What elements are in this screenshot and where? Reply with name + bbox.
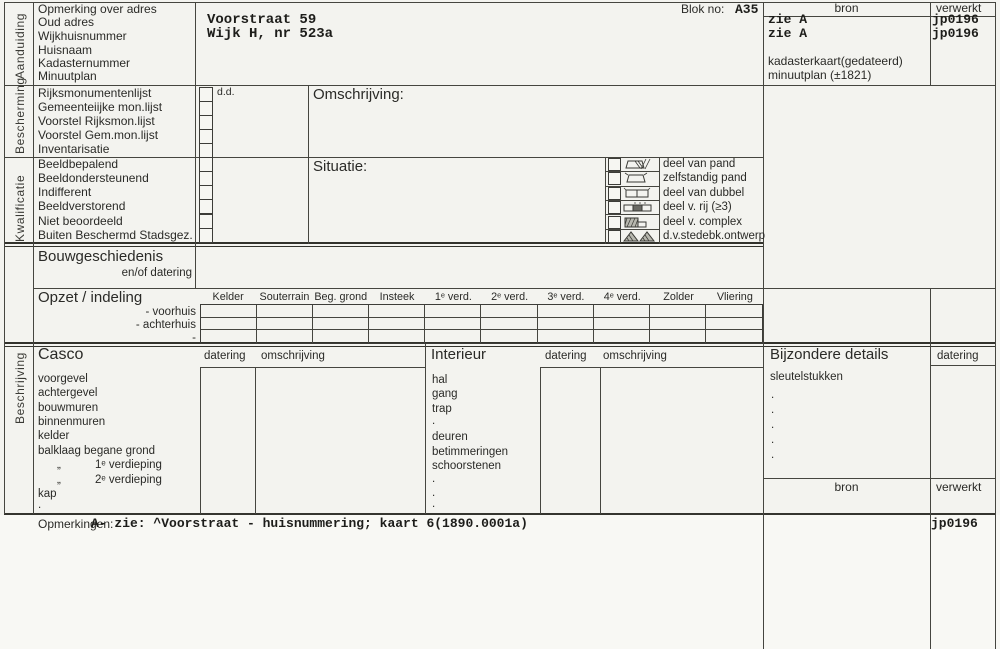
divider-line: [995, 2, 996, 649]
divider-line: [425, 344, 426, 514]
bescherming-item: Rijksmonumentenlijst: [38, 86, 152, 100]
interieur-row: deuren: [432, 431, 468, 443]
divider-line: [255, 367, 256, 514]
divider-line: [659, 157, 660, 244]
opzet-cell[interactable]: [706, 318, 762, 331]
interieur-omschrijving-header: omschrijving: [603, 350, 667, 362]
omschrijving-label: Omschrijving:: [313, 86, 404, 103]
opzet-cell[interactable]: [425, 330, 481, 343]
section-label-kwalificatie: Kwalificatie: [13, 174, 27, 242]
opzet-grid: [200, 304, 763, 344]
section-divider: [4, 242, 763, 247]
dd-label: d.d.: [217, 86, 235, 98]
opzet-cell[interactable]: [538, 305, 594, 318]
divider-line: [605, 157, 606, 244]
kwalificatie-item: Beeldondersteunend: [38, 171, 149, 185]
divider-line: [4, 513, 996, 515]
field-label: Wijkhuisnummer: [38, 29, 127, 43]
blank-lower-paper: [0, 515, 1000, 649]
oud-adres-value: Voorstraat 59: [207, 12, 317, 28]
opzet-col-header: Insteek: [379, 291, 415, 303]
field-label: Opmerking over adres: [38, 2, 157, 16]
bijzondere-row: sleutelstukken: [770, 371, 843, 383]
bron-cell: zie A: [768, 12, 808, 27]
field-label: Oud adres: [38, 15, 95, 29]
opzet-col-header: Beg. grond: [314, 291, 368, 303]
casco-title: Casco: [38, 346, 84, 363]
opzet-cell[interactable]: [369, 305, 425, 318]
bijzondere-row: .: [771, 419, 775, 431]
kwalificatie-checkbox-4[interactable]: [199, 214, 213, 229]
bescherming-item: Inventarisatie: [38, 142, 110, 156]
kwalificatie-item: Indifferent: [38, 185, 92, 199]
opzet-cell[interactable]: [201, 330, 257, 343]
wijkhuisnummer-value: Wijk H, nr 523a: [207, 26, 334, 42]
bron-column-header: bron: [834, 1, 859, 15]
kwalificatie-item: Niet beoordeeld: [38, 214, 123, 228]
kwalificatie-item: Beeldbepalend: [38, 157, 119, 171]
casco-row: 2ᵉ verdieping: [95, 474, 162, 486]
situatie-item-label: deel v. complex: [663, 216, 743, 228]
bijzondere-row: .: [771, 389, 775, 401]
opzet-row-label: -: [192, 332, 196, 344]
opzet-cell[interactable]: [425, 305, 481, 318]
bescherming-item: Voorstel Gem.mon.lijst: [38, 128, 159, 142]
verwerkt-cell: jp0196: [932, 26, 979, 41]
opzet-cell[interactable]: [481, 318, 537, 331]
opmerkingen-value: A- zie: ^Voorstraat - huisnummering; kaart 6(1890.0001a): [91, 516, 528, 531]
situatie-checkbox-4[interactable]: [608, 216, 621, 229]
casco-row: binnenmuren: [38, 416, 106, 428]
situatie-checkbox-5[interactable]: [608, 230, 621, 243]
divider-line: [930, 288, 931, 649]
situatie-item-label: deel van pand: [663, 158, 736, 170]
divider-line: [540, 367, 763, 368]
field-label: Huisnaam: [38, 43, 93, 57]
bescherming-item: Gemeenteiijke mon.lijst: [38, 100, 163, 114]
interieur-row: .: [432, 473, 436, 485]
interieur-row: .: [432, 487, 436, 499]
opzet-col-header: 2ᵉ verd.: [491, 291, 529, 303]
deel-van-pand-icon: [622, 158, 656, 170]
bijzondere-row: .: [771, 449, 775, 461]
opzet-cell[interactable]: [201, 318, 257, 331]
divider-line: [930, 2, 931, 86]
casco-row: balklaag begane grond: [38, 445, 156, 457]
bijzondere-row: .: [771, 434, 775, 446]
interieur-row: .: [432, 498, 436, 510]
opzet-cell[interactable]: [706, 305, 762, 318]
deel-van-rij-icon: [622, 201, 656, 213]
opzet-cell[interactable]: [257, 330, 313, 343]
casco-row: kap: [38, 488, 57, 500]
blok-no-value: A35: [735, 2, 759, 17]
divider-line: [605, 214, 659, 215]
section-label-aanduiding: Aanduiding: [13, 12, 27, 79]
opzet-col-header: Kelder: [212, 291, 244, 303]
opzet-cell[interactable]: [538, 330, 594, 343]
opzet-cell[interactable]: [538, 318, 594, 331]
opzet-cell[interactable]: [594, 318, 650, 331]
opzet-cell[interactable]: [313, 305, 369, 318]
opzet-cell[interactable]: [369, 318, 425, 331]
footer-verwerkt-value: jp0196: [931, 516, 978, 531]
bijzondere-datering-header: datering: [937, 350, 979, 362]
bijzondere-row: .: [771, 404, 775, 416]
opzet-cell[interactable]: [313, 330, 369, 343]
bijzondere-details-title: Bijzondere details: [770, 346, 889, 363]
interieur-title: Interieur: [431, 346, 487, 363]
opzet-row-label: - voorhuis: [145, 306, 196, 318]
opzet-col-header: Zolder: [663, 291, 694, 303]
verwerkt-column-header: verwerkt: [936, 1, 982, 15]
opzet-col-header: Vliering: [716, 291, 753, 303]
opzet-title: Opzet / indeling: [38, 289, 143, 306]
situatie-label: Situatie:: [313, 158, 368, 175]
kwalificatie-item: Beeldverstorend: [38, 199, 126, 213]
opzet-cell[interactable]: [425, 318, 481, 331]
opzet-cell[interactable]: [369, 330, 425, 343]
bescherming-checkbox-3[interactable]: [199, 129, 213, 144]
opzet-col-header: 4ᵉ verd.: [603, 291, 641, 303]
field-label: Minuutplan: [38, 69, 97, 83]
divider-line: [33, 288, 996, 289]
kwalificatie-checkbox-0[interactable]: [199, 157, 213, 172]
opmerkingen-label: Opmerkingen:: [38, 517, 114, 531]
casco-row: achtergevel: [38, 387, 98, 399]
footer-verwerkt-label: verwerkt: [936, 480, 982, 494]
kwalificatie-checkbox-2[interactable]: [199, 185, 213, 200]
casco-row: 1ᵉ verdieping: [95, 459, 162, 471]
bron-cell: zie A: [768, 26, 808, 41]
kwalificatie-checkbox-1[interactable]: [199, 171, 213, 186]
interieur-datering-header: datering: [545, 350, 587, 362]
situatie-item-label: deel van dubbel: [663, 187, 745, 199]
opzet-cell[interactable]: [257, 318, 313, 331]
opzet-col-header: 1ᵉ verd.: [434, 291, 472, 303]
opzet-cell[interactable]: [201, 305, 257, 318]
divider-line: [308, 85, 309, 244]
zelfstandig-pand-icon: [622, 172, 656, 184]
blok-no-label: Blok no:: [681, 2, 725, 16]
situatie-checkbox-3[interactable]: [608, 201, 621, 214]
casco-row: voorgevel: [38, 373, 88, 385]
opzet-cell[interactable]: [481, 330, 537, 343]
situatie-checkbox-2[interactable]: [608, 187, 621, 200]
ditto-mark: „: [57, 459, 61, 471]
divider-line: [33, 2, 34, 514]
kwalificatie-checkbox-5[interactable]: [199, 228, 213, 243]
interieur-row: trap: [432, 403, 452, 415]
situatie-item-label: zelfstandig pand: [663, 172, 747, 184]
opzet-cell[interactable]: [594, 330, 650, 343]
deel-van-complex-icon: [622, 216, 656, 228]
field-label: Kadasternummer: [38, 56, 131, 70]
opzet-cell[interactable]: [594, 305, 650, 318]
bescherming-checkbox-1[interactable]: [199, 101, 213, 116]
footer-bron-label: bron: [834, 480, 859, 494]
casco-datering-header: datering: [204, 350, 246, 362]
divider-line: [931, 365, 995, 366]
situatie-item-label: deel v. rij (≥3): [663, 201, 732, 213]
opzet-row-label: - achterhuis: [135, 319, 196, 331]
opzet-cell[interactable]: [257, 305, 313, 318]
opzet-cell[interactable]: [706, 330, 762, 343]
bescherming-checkbox-0[interactable]: [199, 87, 213, 102]
divider-line: [4, 85, 996, 86]
divider-line: [540, 367, 541, 514]
opzet-column-headers: [200, 291, 763, 303]
verwerkt-cell: jp0196: [932, 12, 979, 27]
casco-row: .: [38, 499, 42, 511]
interieur-row: hal: [432, 374, 448, 386]
bron-cell: minuutplan (±1821): [768, 68, 872, 82]
bescherming-item: Voorstel Rijksmon.lijst: [38, 114, 155, 128]
divider-line: [763, 478, 996, 479]
divider-line: [195, 2, 196, 289]
divider-line: [763, 2, 764, 649]
interieur-row: betimmeringen: [432, 446, 509, 458]
divider-line: [600, 367, 601, 514]
situatie-checkbox-1[interactable]: [608, 172, 621, 185]
section-label-beschrijving: Beschrijving: [13, 352, 27, 424]
opzet-cell[interactable]: [650, 318, 706, 331]
situatie-checkbox-0[interactable]: [608, 158, 621, 171]
deel-van-dubbel-icon: [622, 187, 656, 199]
interieur-row: gang: [432, 388, 458, 400]
casco-row: bouwmuren: [38, 402, 99, 414]
kwalificatie-item: Buiten Beschermd Stadsgez.: [38, 228, 193, 242]
divider-line: [4, 2, 5, 514]
ditto-mark: „: [57, 474, 61, 486]
bouwgeschiedenis-subtitle: en/of datering: [121, 267, 192, 279]
stedebouwkundig-ontwerp-icon: [622, 230, 656, 242]
kwalificatie-checkbox-3[interactable]: [199, 199, 213, 214]
interieur-row: schoorstenen: [432, 460, 502, 472]
opzet-cell[interactable]: [481, 305, 537, 318]
situatie-item-label: d.v.stedebk.ontwerp: [663, 230, 766, 242]
opzet-cell[interactable]: [313, 318, 369, 331]
opzet-cell[interactable]: [650, 305, 706, 318]
bron-cell: kadasterkaart(gedateerd): [768, 54, 903, 68]
section-label-bescherming: Bescherming: [13, 77, 27, 154]
bescherming-checkbox-2[interactable]: [199, 115, 213, 130]
bescherming-checkbox-4[interactable]: [199, 143, 213, 158]
interieur-row: .: [432, 415, 436, 427]
casco-row: kelder: [38, 430, 70, 442]
opzet-col-header: Souterrain: [259, 291, 310, 303]
opzet-cell[interactable]: [650, 330, 706, 343]
divider-line: [200, 367, 425, 368]
bouwgeschiedenis-title: Bouwgeschiedenis: [38, 248, 164, 265]
opzet-col-header: 3ᵉ verd.: [547, 291, 585, 303]
divider-line: [200, 367, 201, 514]
casco-omschrijving-header: omschrijving: [261, 350, 325, 362]
